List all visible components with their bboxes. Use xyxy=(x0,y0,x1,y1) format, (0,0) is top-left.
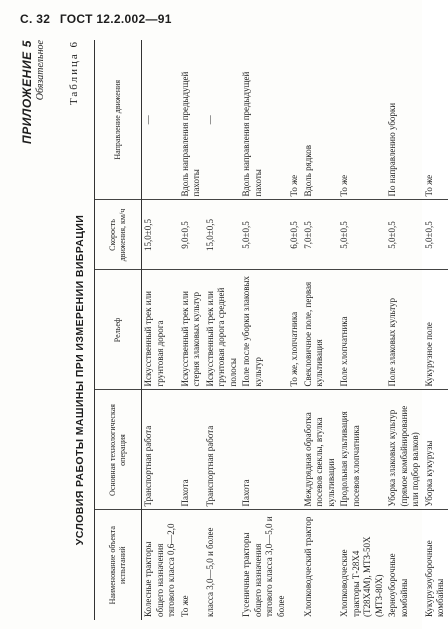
table-row xyxy=(423,40,448,620)
cell-direction: Вдоль направления предыдущей пахоты xyxy=(179,40,204,200)
vibration-conditions-table xyxy=(94,40,448,620)
cell-relief: То же, хлопчатника xyxy=(288,270,302,390)
table-row xyxy=(302,40,339,620)
cell-operation: Пахота xyxy=(179,390,204,510)
cell-operation: Продольная культивация посевов хлопчатника xyxy=(338,390,386,510)
cell-relief: Искусственный трек или грунтовая дорога средней полосы xyxy=(204,270,241,390)
column-header: Основная технологическая операция xyxy=(95,390,142,510)
rotated-content xyxy=(20,40,445,620)
cell-operation: Пахота xyxy=(240,390,288,510)
cell-direction: То же xyxy=(423,40,448,200)
cell-relief: Поле после уборки злаковых культур xyxy=(240,270,288,390)
cell-relief: Свекловичное поле, первая культивация xyxy=(302,270,339,390)
standard-number: ГОСТ 12.2.002—91 xyxy=(59,12,172,26)
cell-operation: Транспортная работа xyxy=(142,390,179,510)
cell-direction: — xyxy=(142,40,179,200)
cell-object: класса 3,0—5,0 и более xyxy=(204,527,215,617)
appendix-title: ПРИЛОЖЕНИЕ 5 xyxy=(20,40,34,145)
cell-relief: Искусственный трек или стерня злаковых культур xyxy=(179,270,204,390)
cell-operation: Уборка злаковых культур (прямое комбайнирование или подбор валков) xyxy=(386,390,423,510)
cell-relief: Поле хлопчатника xyxy=(338,270,386,390)
cell-direction: — xyxy=(204,40,241,200)
cell-object: Хлопководческий трактор xyxy=(302,516,313,617)
table-row xyxy=(142,40,179,620)
cell-speed: 5,0±0,5 xyxy=(386,200,423,270)
table-row xyxy=(179,40,204,620)
cell-speed: 5,0±0,5 xyxy=(240,200,288,270)
cell-direction: То же xyxy=(338,40,386,200)
running-header xyxy=(20,12,178,26)
cell-operation xyxy=(288,390,302,510)
cell-speed: 9,0±0,5 xyxy=(179,200,204,270)
table-row xyxy=(204,40,241,620)
page-number: С. 32 xyxy=(20,12,51,26)
cell-direction: Вдоль рядков xyxy=(302,40,339,200)
cell-speed: 15,0±0,5 xyxy=(204,200,241,270)
cell-object: Зерноуборочные комбайны xyxy=(387,553,409,617)
cell-speed: 15,0±0,5 xyxy=(142,200,179,270)
cell-object: Колесные тракторы общего назначения тягового класса 0,6—2,0 xyxy=(143,523,176,617)
cell-operation: Уборка кукурузы xyxy=(423,390,448,510)
table-row xyxy=(386,40,423,620)
column-header: Рельеф xyxy=(95,270,142,390)
cell-operation: Транспортная работа xyxy=(204,390,241,510)
cell-operation: Междурядная обработка посевов свеклы, втулка культивации xyxy=(302,390,339,510)
column-header: Наименование объекта испытаний xyxy=(95,510,142,620)
cell-object: Хлопководческие тракторы Т-28Х4 (Т28Х4М), МТЗ-50Х (МТЗ-80Х) xyxy=(339,536,384,617)
cell-speed: 5,0±0,5 xyxy=(338,200,386,270)
column-header: Скорость движения, км/ч xyxy=(95,200,142,270)
cell-relief: Искусственный трек или грунтовая дорога xyxy=(142,270,179,390)
cell-object: Кукурузоуборочные комбайны xyxy=(423,540,445,617)
cell-direction: Вдоль направления предыдущей пахоты xyxy=(240,40,288,200)
appendix-subtitle: Обязательное xyxy=(35,40,46,101)
cell-object xyxy=(288,510,302,620)
table-row xyxy=(240,40,288,620)
table-header-row xyxy=(95,40,142,620)
table-row xyxy=(288,40,302,620)
column-header: Направление движения xyxy=(95,40,142,200)
table-title: УСЛОВИЯ РАБОТЫ МАШИНЫ ПРИ ИЗМЕРЕНИИ ВИБРАЦИИ xyxy=(74,214,86,546)
cell-speed: 6,0±0,5 xyxy=(288,200,302,270)
cell-direction: То же xyxy=(288,40,302,200)
cell-relief: Кукурузное поле xyxy=(423,270,448,390)
cell-speed: 7,0±0,5 xyxy=(302,200,339,270)
cell-object: Гусеничные тракторы общего назначения тягового класса 3,0—5,0 и более xyxy=(241,516,286,617)
table-row xyxy=(338,40,386,620)
cell-speed: 5,0±0,5 xyxy=(423,200,448,270)
cell-object: То же xyxy=(179,595,190,617)
cell-direction: По направлению уборки xyxy=(386,40,423,200)
table-caption: Таблица 6 xyxy=(68,40,80,106)
cell-relief: Поле злаковых культур xyxy=(386,270,423,390)
